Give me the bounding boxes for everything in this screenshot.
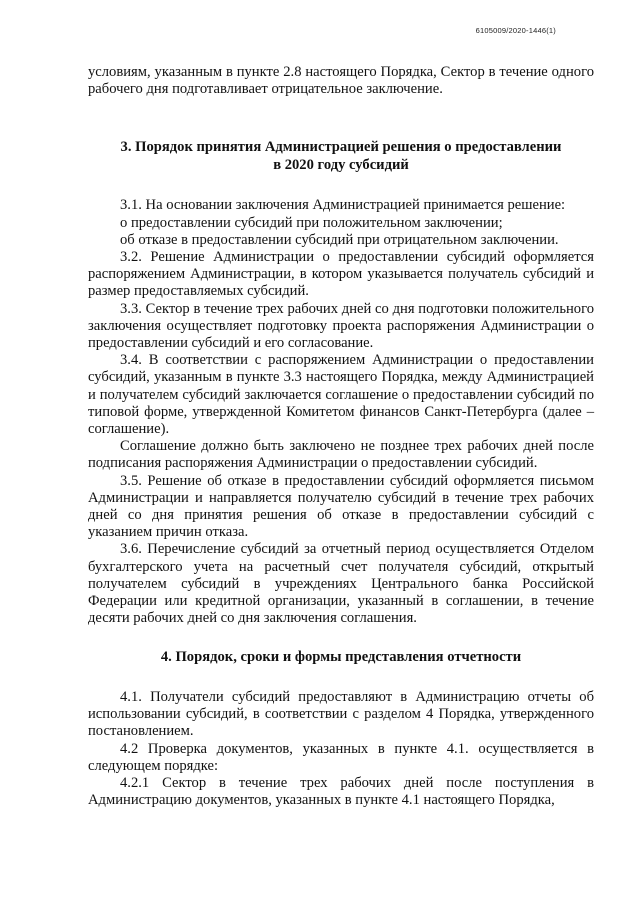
paragraph-4-2-1: 4.2.1 Сектор в течение трех рабочих дней после поступления в Администрацию документов, указанных в пункте 4.1 настоящего Порядка,: [88, 775, 594, 809]
intro-paragraph: условиям, указанным в пункте 2.8 настоящего Порядка, Сектор в течение одного рабочего дня подготавливает отрицательное заключение.: [88, 64, 594, 98]
section-3-heading: [88, 139, 594, 174]
section-4-heading: [88, 649, 594, 667]
paragraph-3-2: 3.2. Решение Администрации о предоставлении субсидий оформляется распоряжением Администрации, в котором указывается получатель субсидий и размер предоставляемых субсидий.: [88, 249, 594, 300]
document-id: 6105009/2020-1446(1): [475, 26, 556, 35]
section-3-title-line-2: в 2020 году субсидий: [273, 156, 409, 173]
paragraph-3-4: 3.4. В соответствии с распоряжением Администрации о предоставлении субсидий, указанным в пункте 3.3 настоящего Порядка, между Администрацией и получателем субсидий заключается соглашение о предоставлении субсидий по типовой форме, утвержденной Комитетом финансов Санкт-Петербурга (далее – соглашение).: [88, 352, 594, 438]
paragraph-3-1-b: об отказе в предоставлении субсидий при отрицательном заключении.: [120, 231, 559, 248]
section-3-title-line-1: 3. Порядок принятия Администрацией решения о предоставлении: [120, 139, 562, 156]
paragraph-3-1: 3.1. На основании заключения Администрацией принимается решение:: [120, 197, 566, 214]
paragraph-3-3: 3.3. Сектор в течение трех рабочих дней со дня подготовки положительного заключения осуществляет подготовку проекта распоряжения Администрации о предоставлении субсидий и его согласование.: [88, 300, 594, 352]
section-4-title: 4. Порядок, сроки и формы представления отчетности: [160, 649, 522, 666]
paragraph-4-1: 4.1. Получатели субсидий предоставляют в Администрацию отчеты об использовании субсидий, в соответствии с разделом 4 Порядка, утвержденного постановлением.: [88, 688, 594, 740]
paragraph-3-4-b: Соглашение должно быть заключено не позднее трех рабочих дней после подписания распоряжения Администрации о предоставлении субсидий.: [88, 438, 594, 472]
document-page: [88, 64, 594, 809]
paragraph-3-1-a: о предоставлении субсидий при положительном заключении;: [120, 214, 503, 231]
paragraph-3-6: 3.6. Перечисление субсидий за отчетный период осуществляется Отделом бухгалтерского учета на расчетный счет получателя субсидий, открытый получателем субсидий в учреждениях Центрального банка Российской Федерации или кредитной организации, указанный в соглашении, в течение десяти рабочих дней со дня заключения соглашения.: [88, 541, 594, 627]
paragraph-4-2: 4.2 Проверка документов, указанных в пункте 4.1. осуществляется в следующем порядке:: [88, 740, 594, 774]
paragraph-3-5: 3.5. Решение об отказе в предоставлении субсидий оформляется письмом Администрации и направляется получателю субсидий в течение трех рабочих дней со дня принятия решения об отказе в предоставлении субсидий с указанием причин отказа.: [88, 472, 594, 541]
